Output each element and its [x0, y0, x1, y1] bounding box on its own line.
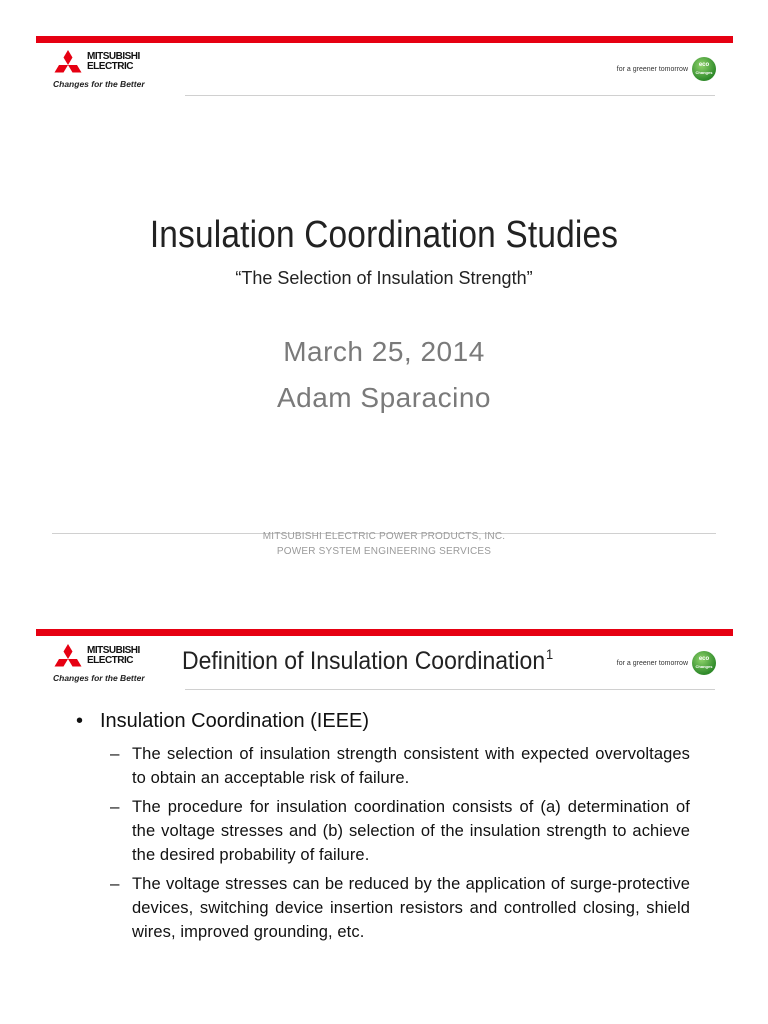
eco-badge-line-2: Changes [695, 70, 713, 75]
dash-icon: – [110, 874, 120, 893]
three-diamonds-icon [52, 644, 84, 674]
eco-slogan: for a greener tomorrow [616, 65, 688, 73]
brand-name [87, 52, 140, 72]
sub-item [110, 872, 690, 944]
dash-icon: – [110, 797, 120, 816]
sub-item [110, 742, 690, 790]
bullet-item [76, 708, 690, 734]
brand-line-2: ELECTRIC [87, 655, 133, 666]
header-divider [185, 689, 715, 690]
sub-item-text: The voltage stresses can be reduced by the application of surge-protective devices, switching device insertion resistors and controlled closing, shield wires, improved grounding, etc. [132, 875, 690, 941]
eco-changes-logo [617, 55, 716, 83]
three-diamonds-icon [52, 50, 84, 80]
slide-title [182, 646, 553, 676]
eco-badge-line-1: eco [698, 62, 710, 68]
eco-slogan: for a greener tomorrow [616, 659, 688, 667]
brand-line-2: ELECTRIC [87, 61, 133, 72]
presentation-title: Insulation Coordination Studies [149, 214, 619, 256]
mitsubishi-logo [52, 644, 152, 690]
presentation-author: Adam Sparacino [276, 382, 491, 413]
brand-name [87, 646, 140, 666]
dash-icon: – [110, 744, 120, 763]
brand-line-1: MITSUBISHI [87, 645, 140, 656]
header-divider [185, 95, 715, 96]
footer-company: MITSUBISHI ELECTRIC POWER PRODUCTS, INC. [262, 531, 506, 542]
eco-badge-line-2: Changes [695, 664, 713, 669]
eco-badge-icon [692, 651, 716, 675]
bullet-dot-icon: • [76, 710, 84, 732]
presentation-subtitle: “The Selection of Insulation Strength” [235, 268, 533, 288]
definition-slide [0, 590, 768, 1024]
header-red-bar [36, 36, 733, 43]
brand-tagline: Changes for the Better [53, 673, 145, 683]
eco-badge-icon [692, 57, 716, 81]
eco-badge-line-1: eco [698, 656, 710, 662]
presentation-date: March 25, 2014 [283, 336, 485, 367]
sub-item [110, 795, 690, 867]
slide-title-text: Definition of Insulation Coordination [182, 647, 546, 675]
footnote-marker: 1 [546, 646, 554, 662]
bullet-text: Insulation Coordination (IEEE) [100, 710, 370, 732]
brand-tagline: Changes for the Better [53, 79, 145, 89]
slide-content [76, 708, 690, 949]
brand-line-1: MITSUBISHI [87, 51, 140, 62]
sub-item-text: The procedure for insulation coordination consists of (a) determination of the voltage stresses and (b) selection of the insulation strength to achieve the desired probability of failure. [132, 798, 690, 864]
header-red-bar [36, 629, 733, 636]
footer-department: POWER SYSTEM ENGINEERING SERVICES [276, 546, 492, 557]
eco-changes-logo [617, 649, 716, 677]
sub-item-text: The selection of insulation strength consistent with expected overvoltages to obtain an acceptable risk of failure. [132, 745, 690, 787]
mitsubishi-logo [52, 50, 152, 96]
